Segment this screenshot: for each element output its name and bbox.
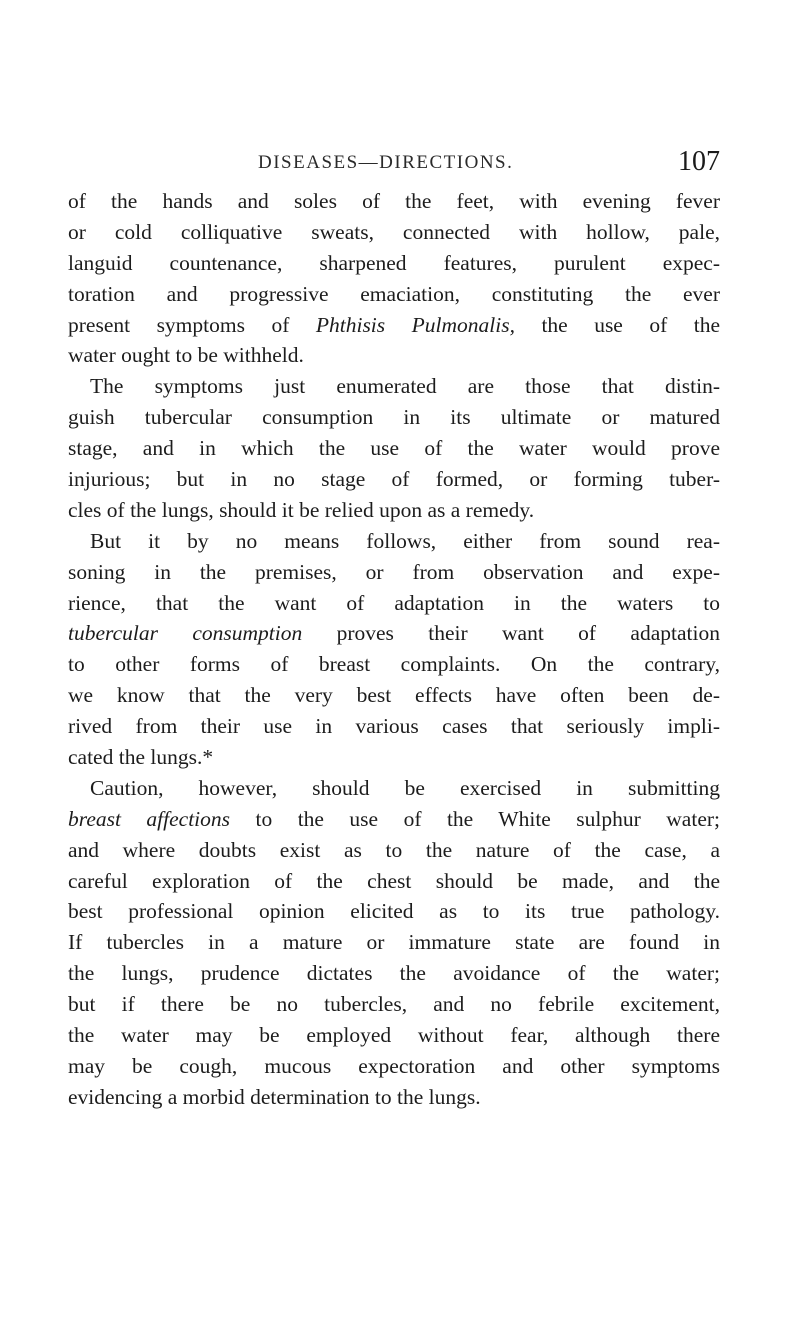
text-line: guish tubercular consumption in its ultimate or matured bbox=[68, 405, 720, 430]
text-line: we know that the very best effects have often been de- bbox=[68, 683, 720, 708]
text-line: cated the lungs.* bbox=[68, 745, 214, 770]
body-text bbox=[68, 186, 720, 1113]
text-line: to other forms of breast complaints. On the contrary, bbox=[68, 652, 720, 677]
text-line: and where doubts exist as to the nature of the case, a bbox=[68, 837, 720, 862]
running-header bbox=[68, 146, 720, 182]
text-line: Caution, however, should be exercised in submitting bbox=[90, 775, 720, 800]
text-line: careful exploration of the chest should be made, and the bbox=[68, 868, 720, 893]
italic-term: tubercular consumption bbox=[68, 621, 303, 646]
text-line: rience, that the want of adaptation in the waters to bbox=[68, 590, 720, 615]
text-line: present symptoms of Phthisis Pulmonalis, the use of the bbox=[68, 312, 720, 337]
text-line: But it by no means follows, either from sound rea- bbox=[90, 528, 720, 553]
italic-term: breast affections bbox=[68, 806, 231, 831]
text-line: the lungs, prudence dictates the avoidance of the water; bbox=[68, 961, 720, 986]
text-line: but if there be no tubercles, and no febrile excitement, bbox=[68, 992, 720, 1017]
text-line: stage, and in which the use of the water would prove bbox=[68, 436, 720, 461]
text-line: or cold colliquative sweats, connected with hollow, pale, bbox=[68, 219, 720, 244]
text-line: best professional opinion elicited as to its true pathology. bbox=[68, 899, 720, 924]
text-line: rived from their use in various cases that seriously impli- bbox=[68, 714, 720, 739]
text-line: soning in the premises, or from observation and expe- bbox=[68, 559, 720, 584]
text-line: of the hands and soles of the feet, with evening fever bbox=[68, 189, 720, 213]
text-line: may be cough, mucous expectoration and other symptoms bbox=[68, 1053, 720, 1078]
italic-term: Phthisis Pulmonalis, bbox=[315, 312, 515, 337]
text-line: evidencing a morbid determination to the lungs. bbox=[68, 1084, 481, 1109]
text-line: the water may be employed without fear, although there bbox=[68, 1023, 720, 1048]
page-number: 107 bbox=[678, 146, 720, 177]
text-line: The symptoms just enumerated are those that distin- bbox=[90, 374, 720, 399]
text-line: breast affections to the use of the White sulphur water; bbox=[68, 806, 720, 831]
text-line: injurious; but in no stage of formed, or forming tuber- bbox=[68, 467, 720, 492]
text-line: tubercular consumption proves their want of adaptation bbox=[68, 621, 720, 646]
text-line: water ought to be withheld. bbox=[68, 343, 304, 368]
text-line: If tubercles in a mature or immature state are found in bbox=[68, 930, 720, 955]
running-title: DISEASES—DIRECTIONS. bbox=[258, 152, 514, 173]
text-line: languid countenance, sharpened features, purulent expec- bbox=[68, 250, 720, 275]
text-line: cles of the lungs, should it be relied upon as a remedy. bbox=[68, 497, 535, 522]
text-line: toration and progressive emaciation, constituting the ever bbox=[68, 281, 720, 306]
